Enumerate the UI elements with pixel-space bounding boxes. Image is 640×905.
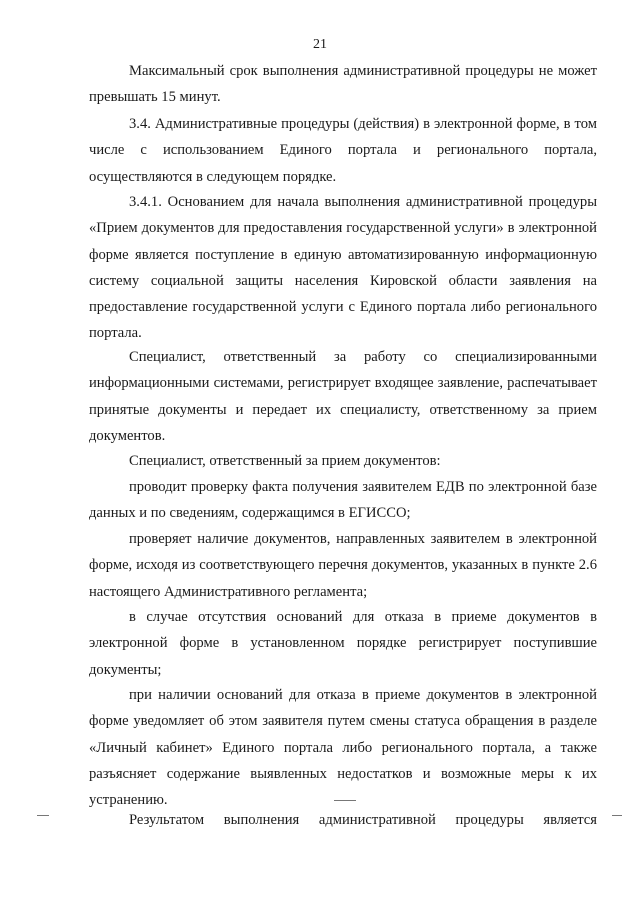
paragraph-intake-specialist: Специалист, ответственный за прием документов:: [129, 453, 441, 469]
paragraph-electronic-procedures: 3.4. Административные процедуры (действия) в электронной форме, в том числе с использованием Единого портала и регионального портала, осуществляются в следующем порядке.: [89, 116, 597, 185]
page-number: 21: [313, 37, 327, 52]
paragraph-max-duration: Максимальный срок выполнения административной процедуры не может превышать 15 минут.: [89, 63, 597, 106]
scan-mark: [334, 800, 356, 801]
scan-mark: [37, 815, 49, 816]
paragraph-check-documents: проверяет наличие документов, направленных заявителем в электронной форме, исходя из соответствующего перечня документов, указанных в пункте 2.6 настоящего Административного регламента;: [89, 531, 597, 600]
paragraph-is-specialist: Специалист, ответственный за работу со специализированными информационными системами, регистрирует входящее заявление, распечатывает принятые документы и передает их специалисту, ответственному за прием документов.: [89, 349, 597, 444]
scan-mark: [612, 815, 622, 816]
paragraph-refusal-notice: при наличии оснований для отказа в приеме документов в электронной форме уведомляет об этом заявителя путем смены статуса обращения в разделе «Личный кабинет» Единого портала либо регионального портала, а также разъясняет содержание выявленных недостатков и возможные меры к их устранению.: [89, 687, 597, 809]
paragraph-basis-for-start: 3.4.1. Основанием для начала выполнения административной процедуры «Прием документов для предоставления государственной услуги» в электронной форме является поступление в единую автоматизированную информационную систему социальной защиты населения Кировской области заявления на предоставление государственной услуги с Единого портала либо регионального портала.: [89, 194, 597, 342]
paragraph-result: Результатом выполнения административной процедуры является: [129, 812, 597, 828]
paragraph-registration: в случае отсутствия оснований для отказа в приеме документов в электронной форме в установленном порядке регистрирует поступившие документы;: [89, 609, 597, 678]
paragraph-check-edv: проводит проверку факта получения заявителем ЕДВ по электронной базе данных и по сведениям, содержащимся в ЕГИССО;: [89, 479, 597, 522]
